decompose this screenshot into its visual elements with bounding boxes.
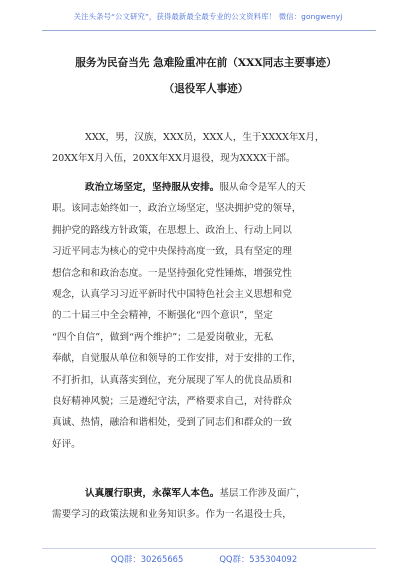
document-title: 服务为民奋当先 急难险重冲在前（XXX同志主要事迹）: [75, 57, 337, 69]
section2-paragraph: [52, 483, 358, 526]
section2-first-line: [52, 483, 358, 504]
intro-line: 20XX年X月入伍，20XX年XX月退役，现为XXXX干部。: [52, 153, 296, 165]
footer-qq-group-2: QQ群：535304092: [219, 554, 298, 564]
section1-line: 职。该同志始终如一，政治立场坚定，坚决拥护党的领导，: [52, 203, 302, 215]
section1-line: 拥护党的路线方针政策，在思想上、政治上、行动上同以: [52, 224, 292, 236]
footer-divider: [42, 548, 376, 549]
section1-paragraph: [52, 177, 358, 455]
section1-line: “四个自信”，做到“两个维护”；二是爱岗敬业，无私: [52, 331, 274, 343]
section2-first-text: 基层工作涉及面广，: [219, 488, 306, 499]
section1-heading: 政治立场坚定，坚持服从安排。: [85, 182, 220, 193]
document-subtitle: （退役军人事迹）: [163, 83, 249, 95]
footer: [0, 553, 408, 565]
section1-first-text: 服从命令是军人的天: [219, 182, 306, 193]
section1-line: 真诚、热情，融洽和谐相处，受到了同志们和群众的一致: [52, 417, 292, 429]
header-divider: [42, 30, 376, 31]
intro-paragraph: [52, 127, 358, 170]
header-banner: 关注头条号“公文研究”，获得最新最全最专业的公文资料库！ 微信：gongwenyj: [73, 12, 343, 21]
section1-line: 不打折扣，认真落实到位，充分展现了军人的优良品质和: [52, 374, 292, 386]
section1-line: 良好精神风貌；三是遵纪守法，严格要求自己，对待群众: [52, 395, 292, 407]
section2-line: 需要学习的政策法规和业务知识多。作为一名退役士兵，: [52, 509, 292, 521]
section2-heading: 认真履行职责，永葆军人本色。: [85, 488, 220, 499]
section1-line: 的二十届三中全会精神，不断强化“四个意识”，坚定: [52, 310, 273, 322]
section1-line: 奉献，自觉服从单位和领导的工作安排，对于安排的工作，: [52, 353, 302, 365]
section1-first-line: [52, 177, 358, 198]
section1-line: 好评。: [52, 438, 81, 450]
section1-line: 习近平同志为核心的党中央保持高度一致，具有坚定的理: [52, 246, 292, 258]
intro-line: XXX，男，汉族，XXX员，XXX人，生于XXXX年X月，: [85, 132, 325, 143]
section1-line: 想信念和和政治态度。一是坚持强化党性锤炼，增强党性: [52, 267, 292, 279]
section1-line: 观念，认真学习习近平新时代中国特色社会主义思想和党: [52, 288, 292, 300]
footer-qq-group-1: QQ群：30265665: [110, 554, 184, 564]
